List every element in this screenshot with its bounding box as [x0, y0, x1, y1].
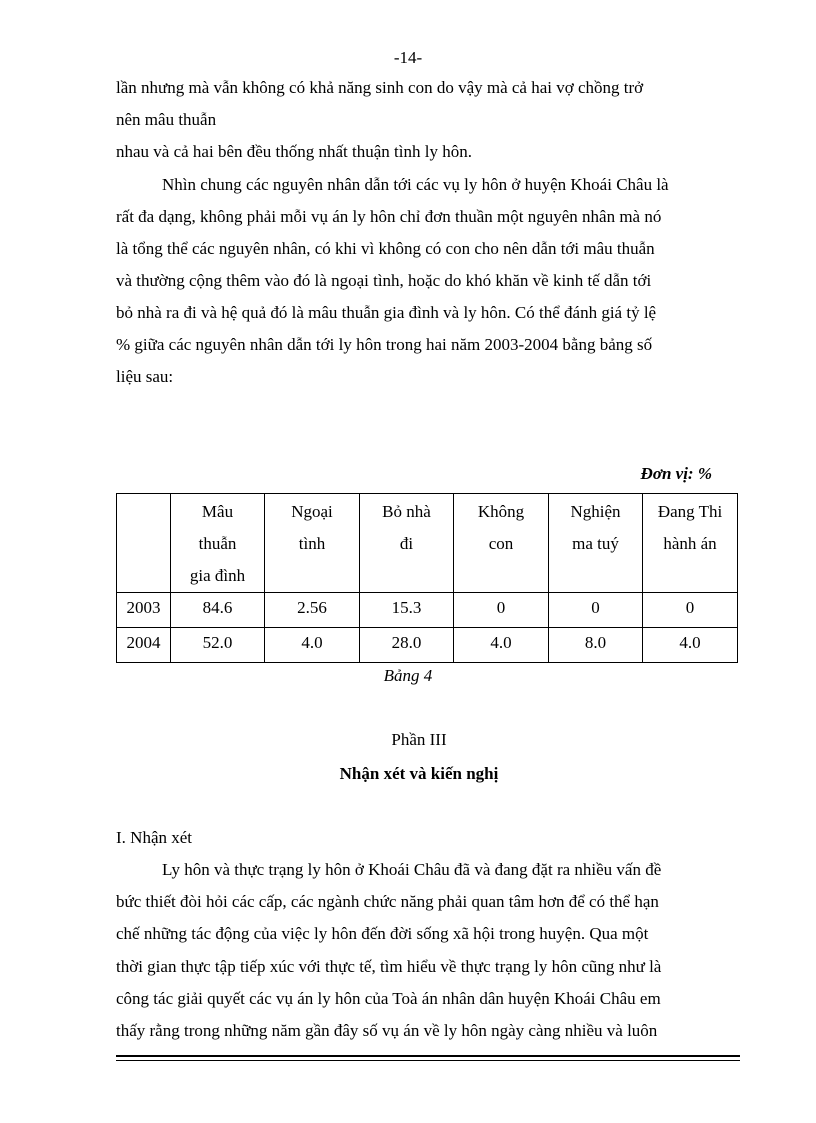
- table-cell: 4.0: [265, 628, 360, 663]
- header-cell: Nghiện ma tuý: [549, 494, 643, 593]
- text-line: chế những tác động của việc ly hôn đến đời sống xã hội trong huyện. Qua một: [116, 924, 649, 943]
- text-line: thấy rằng trong những năm gần đây số vụ án về ly hôn ngày càng nhiều và luôn: [116, 1021, 658, 1040]
- header-cell: Bỏ nhà đi: [360, 494, 454, 593]
- text-line: nhau và cả hai bên đều thống nhất thuận tình ly hôn.: [116, 142, 472, 161]
- data-table: [116, 493, 738, 663]
- text-line: bỏ nhà ra đi và hệ quả đó là mâu thuẫn gia đình và ly hôn. Có thể đánh giá tỷ lệ: [116, 303, 657, 322]
- table-cell: 0: [549, 593, 643, 628]
- table-row: [117, 593, 738, 628]
- section-heading: I. Nhận xét: [116, 828, 193, 847]
- text-line: công tác giải quyết các vụ án ly hôn của Toà án nhân dân huyện Khoái Châu em: [116, 989, 661, 1008]
- table-cell: 84.6: [171, 593, 265, 628]
- text-line: bức thiết đòi hỏi các cấp, các ngành chức năng phải quan tâm hơn để có thể hạn: [116, 892, 659, 911]
- text-line: nên mâu thuẫn: [116, 110, 217, 129]
- table-cell: 2003: [117, 593, 171, 628]
- table-cell: 52.0: [171, 628, 265, 663]
- header-cell-year: [117, 494, 171, 593]
- text-line: % giữa các nguyên nhân dẫn tới ly hôn trong hai năm 2003-2004 bằng bảng số: [116, 335, 653, 354]
- table-cell: 15.3: [360, 593, 454, 628]
- part-heading: Phần III: [391, 730, 447, 749]
- table-header-row: [117, 494, 738, 593]
- header-cell: Đang Thi hành án: [643, 494, 738, 593]
- part-title: Nhận xét và kiến nghị: [339, 764, 499, 783]
- text-line: thời gian thực tập tiếp xúc với thực tế, tìm hiểu về thực trạng ly hôn cũng như là: [116, 957, 662, 976]
- table-row: [117, 628, 738, 663]
- text-line: lần nhưng mà vẫn không có khả năng sinh con do vậy mà cả hai vợ chồng trở: [116, 78, 644, 97]
- table-cell: 2004: [117, 628, 171, 663]
- table-cell: 0: [454, 593, 549, 628]
- table-cell: 4.0: [643, 628, 738, 663]
- text-line: và thường cộng thêm vào đó là ngoại tình, hoặc do khó khăn về kinh tế dẫn tới: [116, 271, 652, 290]
- unit-label: Đơn vị: %: [640, 464, 712, 483]
- table-cell: 4.0: [454, 628, 549, 663]
- table-caption: Bảng 4: [383, 666, 433, 685]
- footer-rule-thin: [116, 1060, 740, 1061]
- text-line: liệu sau:: [116, 367, 174, 386]
- page-number: -14-: [393, 48, 423, 67]
- table-cell: 8.0: [549, 628, 643, 663]
- header-cell: Mâu thuẫn gia đình: [171, 494, 265, 593]
- table-cell: 0: [643, 593, 738, 628]
- table-cell: 2.56: [265, 593, 360, 628]
- text-line: rất đa dạng, không phải mỗi vụ án ly hôn chỉ đơn thuần một nguyên nhân mà nó: [116, 207, 662, 226]
- table-cell: 28.0: [360, 628, 454, 663]
- footer-rule-thick: [116, 1055, 740, 1057]
- header-cell: Không con: [454, 494, 549, 593]
- text-line: Nhìn chung các nguyên nhân dẫn tới các vụ ly hôn ở huyện Khoái Châu là: [162, 175, 669, 194]
- text-line: là tổng thể các nguyên nhân, có khi vì không có con cho nên dẫn tới mâu thuẫn: [116, 239, 655, 258]
- header-cell: Ngoại tình: [265, 494, 360, 593]
- text-line: Ly hôn và thực trạng ly hôn ở Khoái Châu đã và đang đặt ra nhiều vấn đề: [162, 860, 662, 879]
